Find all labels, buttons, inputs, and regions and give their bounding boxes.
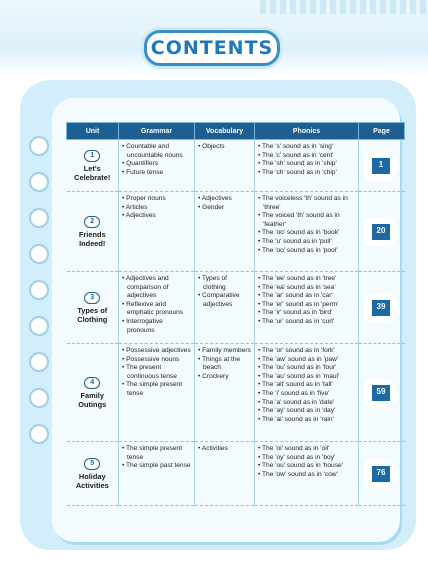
unit-cell — [67, 140, 119, 192]
phonics-cell-list — [258, 347, 355, 424]
unit-number-badge: 2 — [84, 216, 100, 228]
page-tab[interactable] — [364, 294, 398, 322]
list-item: • Future tense — [122, 169, 191, 178]
list-item: • Adjectives and comparison of adjectives — [122, 275, 191, 301]
page-cell — [359, 344, 405, 442]
list-item: • The 'au' sound as in 'maul' — [258, 373, 355, 382]
phonics-cell — [255, 192, 359, 272]
header-grammar: Grammar — [119, 123, 195, 140]
list-item: • Proper nouns — [122, 195, 191, 204]
list-item: • Adjectives — [122, 212, 191, 221]
binder-ring-icon — [29, 424, 49, 444]
vocabulary-cell — [195, 192, 255, 272]
decorative-stripes — [260, 0, 428, 14]
table-header-row — [67, 123, 405, 140]
unit-title: Let's Celebrate! — [74, 163, 111, 182]
list-item: • The 'ir' sound as in 'bird' — [258, 309, 355, 318]
list-item: • The voiced 'th' sound as in 'feather' — [258, 212, 355, 229]
phonics-cell — [255, 344, 359, 442]
unit-row — [67, 192, 405, 272]
list-item: • Gender — [198, 204, 251, 213]
list-item: • Possessive adjectives — [122, 347, 191, 356]
list-item: • Comparative adjectives — [198, 292, 251, 309]
list-item: • The 'all' sound as in 'tall' — [258, 381, 355, 390]
binder-ring-icon — [29, 316, 49, 336]
list-item: • Interrogative pronouns — [122, 318, 191, 335]
page-number[interactable]: 1 — [372, 158, 390, 174]
vocabulary-cell — [195, 140, 255, 192]
list-item: • Types of clothing — [198, 275, 251, 292]
vocabulary-cell-list — [198, 275, 251, 309]
page-cell — [359, 140, 405, 192]
list-item: • The 's' sound as in 'sing' — [258, 143, 355, 152]
vocabulary-cell-list — [198, 347, 251, 381]
phonics-cell — [255, 140, 359, 192]
grammar-cell — [119, 442, 195, 506]
list-item: • The simple past tense — [122, 462, 191, 471]
list-item: • The simple present tense — [122, 381, 191, 398]
list-item: • Quantifiers — [122, 160, 191, 169]
phonics-cell-list — [258, 195, 355, 255]
header-vocabulary: Vocabulary — [195, 123, 255, 140]
unit-title: Holiday Activities — [75, 471, 109, 490]
vocabulary-cell-list — [198, 143, 251, 152]
list-item: • Family members — [198, 347, 251, 356]
grammar-cell — [119, 140, 195, 192]
page-cell — [359, 192, 405, 272]
title-badge — [144, 30, 280, 66]
grammar-cell — [119, 272, 195, 344]
list-item: • The 'or' sound as in 'fork' — [258, 347, 355, 356]
phonics-cell — [255, 442, 359, 506]
binder-ring-icon — [29, 352, 49, 372]
page-tab[interactable] — [364, 218, 398, 246]
list-item: • The 'u' sound as in 'pull' — [258, 238, 355, 247]
vocabulary-cell — [195, 344, 255, 442]
list-item: • The 'ur' sound as in 'curl' — [258, 318, 355, 327]
list-item: • The 'ar' sound as in 'car' — [258, 292, 355, 301]
contents-table — [66, 122, 405, 506]
list-item: • Countable and uncountable nouns — [122, 143, 191, 160]
phonics-cell-list — [258, 143, 355, 177]
unit-row — [67, 272, 405, 344]
page-cell — [359, 442, 405, 506]
list-item: • Activities — [198, 445, 251, 454]
page-number[interactable]: 20 — [372, 224, 390, 240]
page-tab[interactable] — [364, 379, 398, 407]
vocabulary-cell — [195, 442, 255, 506]
page-title: CONTENTS — [150, 37, 274, 59]
list-item: • The 'ay' sound as in 'day' — [258, 407, 355, 416]
header-phonics: Phonics — [255, 123, 359, 140]
header-page: Page — [359, 123, 405, 140]
list-item: • The 'oi' sound as in 'oil' — [258, 445, 355, 454]
list-item: • Reflexive and emphatic pronouns — [122, 301, 191, 318]
unit-title: Family Outings — [78, 390, 107, 409]
binder-ring-icon — [29, 208, 49, 228]
unit-number-badge: 5 — [84, 458, 100, 470]
unit-cell — [67, 272, 119, 344]
list-item: • The 'ea' sound as in 'sea' — [258, 284, 355, 293]
list-item: • The voiceless 'th' sound as in 'three' — [258, 195, 355, 212]
list-item: • The 'aw' sound as in 'paw' — [258, 356, 355, 365]
list-item: • Possessive nouns — [122, 356, 191, 365]
unit-title: Types of Clothing — [77, 305, 108, 324]
vocabulary-cell-list — [198, 445, 251, 454]
unit-number-badge: 1 — [84, 150, 100, 162]
page-cell — [359, 272, 405, 344]
list-item: • The 'c' sound as in 'cent' — [258, 152, 355, 161]
vocabulary-cell-list — [198, 195, 251, 212]
page-number[interactable]: 59 — [372, 385, 390, 401]
list-item: • The present continuous tense — [122, 364, 191, 381]
grammar-cell-list — [122, 275, 191, 335]
page-tab[interactable] — [364, 152, 398, 180]
page-number[interactable]: 39 — [372, 300, 390, 316]
vocabulary-cell — [195, 272, 255, 344]
unit-row — [67, 344, 405, 442]
list-item: • The 'i' sound as in 'five' — [258, 390, 355, 399]
unit-number-badge: 3 — [84, 292, 100, 304]
phonics-cell-list — [258, 445, 355, 479]
grammar-cell — [119, 344, 195, 442]
unit-row — [67, 140, 405, 192]
page-number[interactable]: 76 — [372, 466, 390, 482]
phonics-cell — [255, 272, 359, 344]
list-item: • Articles — [122, 204, 191, 213]
list-item: • The 'ou' sound as in 'house' — [258, 462, 355, 471]
grammar-cell-list — [122, 143, 191, 177]
list-item: • The 'er' sound as in 'perm' — [258, 301, 355, 310]
list-item: • The 'oo' sound as in 'book' — [258, 229, 355, 238]
list-item: • The simple present tense — [122, 445, 191, 462]
unit-row — [67, 442, 405, 506]
grammar-cell-list — [122, 195, 191, 221]
list-item: • Objects — [198, 143, 251, 152]
grammar-cell-list — [122, 445, 191, 471]
header-unit: Unit — [67, 123, 119, 140]
list-item: • The 'oy' sound as in 'boy' — [258, 454, 355, 463]
list-item: • Adjectives — [198, 195, 251, 204]
grammar-cell — [119, 192, 195, 272]
unit-title: Friends Indeed! — [78, 229, 106, 248]
unit-number-badge: 4 — [84, 377, 100, 389]
unit-cell — [67, 192, 119, 272]
list-item: • The 'ch' sound as in 'chip' — [258, 169, 355, 178]
binder-ring-icon — [29, 136, 49, 156]
binder-ring-icon — [29, 280, 49, 300]
binder-ring-icon — [29, 172, 49, 192]
list-item: • The 'ow' sound as in 'cow' — [258, 471, 355, 480]
grammar-cell-list — [122, 347, 191, 399]
list-item: • The 'a' sound as in 'date' — [258, 399, 355, 408]
binder-ring-icon — [29, 388, 49, 408]
unit-cell — [67, 344, 119, 442]
list-item: • The 'oo' sound as in 'pool' — [258, 247, 355, 256]
binder-ring-icon — [29, 244, 49, 264]
page-tab[interactable] — [364, 460, 398, 488]
list-item: • The 'sh' sound as in 'ship' — [258, 160, 355, 169]
unit-cell — [67, 442, 119, 506]
list-item: • Things at the beach — [198, 356, 251, 373]
phonics-cell-list — [258, 275, 355, 327]
list-item: • The 'ou' sound as in 'four' — [258, 364, 355, 373]
list-item: • The 'ee' sound as in 'tree' — [258, 275, 355, 284]
list-item: • The 'ai' sound as in 'rain' — [258, 416, 355, 425]
list-item: • Crockery — [198, 373, 251, 382]
